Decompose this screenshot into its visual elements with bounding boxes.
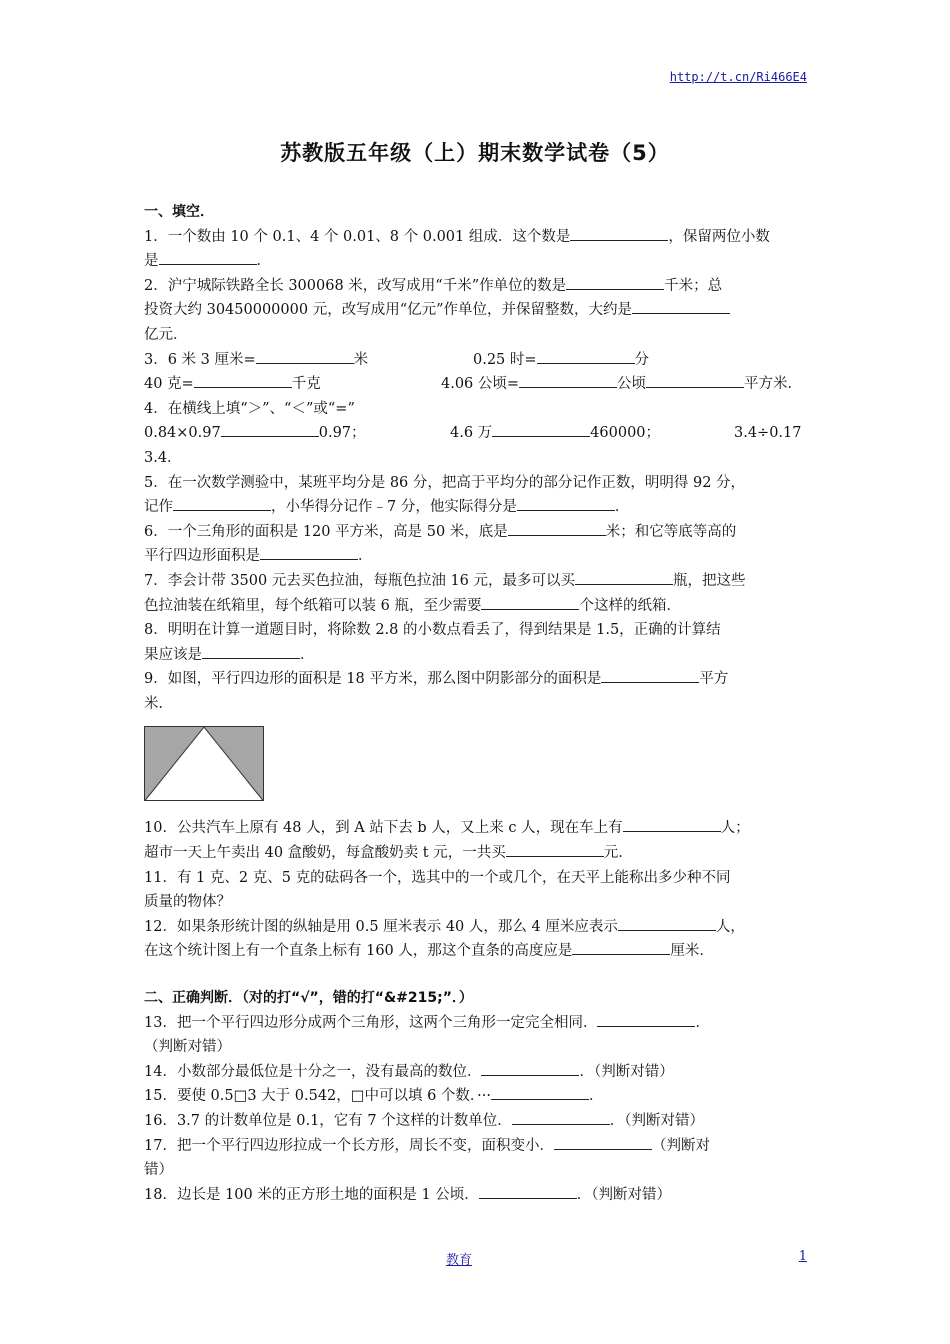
answer-blank[interactable] — [566, 274, 664, 290]
question-1: 1．一个数由 10 个 0.1、4 个 0.01、8 个 0.001 组成．这个数是 ，保留两位小数 是 ． — [144, 225, 810, 274]
question-8: 8．明明在计算一道题目时，将除数 2.8 的小数点看丢了，得到结果是 1.5，正确的计算结 果应该是 ． — [144, 622, 721, 663]
question-17: 17．把一个平行四边形拉成一个长方形，周长不变，面积变小． （判断对 错） — [144, 1134, 810, 1183]
question-12: 12．如果条形统计图的纵轴是用 0.5 厘米表示 40 人，那么 4 厘米应表示 人， 在这个统计图上有一个直条上标有 160 人，那这个直条的高度应是 厘米． — [144, 915, 810, 964]
answer-blank[interactable] — [623, 816, 721, 832]
answer-blank[interactable] — [481, 1060, 579, 1076]
answer-blank[interactable] — [575, 569, 673, 585]
question-15: 15．要使 0.5□3 大于 0.542，□中可以填 6 个数．··· ． — [144, 1084, 810, 1109]
answer-blank[interactable] — [481, 594, 579, 610]
answer-blank[interactable] — [646, 372, 744, 388]
question-14: 14．小数部分最低位是十分之一，没有最高的数位． ．（判断对错） — [144, 1060, 810, 1085]
answer-blank[interactable] — [491, 1084, 589, 1100]
question-5: 5．在一次数学测验中，某班平均分是 86 分，把高于平均分的部分记作正数，明明得 92 分， 记作 ，小华得分记作﹣7 分，他实际得分是 ． — [144, 474, 746, 516]
answer-blank[interactable] — [159, 249, 257, 265]
header-link[interactable]: http://t.cn/Ri466E4 — [669, 70, 807, 84]
question-3-line-1: 3．6 米 3 厘米= 米 0.25 时= 分 — [144, 348, 810, 373]
question-2: 2．沪宁城际铁路全长 300068 米，改写成用“千米”作单位的数是 千米；总 投资大约 30450000000 元，改写成用“亿元”作单位，并保留整数，大约是 亿元． — [144, 274, 810, 348]
answer-blank[interactable] — [519, 372, 617, 388]
question-4: 4．在横线上填“＞”、“＜”或“=” — [144, 400, 355, 417]
answer-blank[interactable] — [632, 298, 730, 314]
answer-blank[interactable] — [618, 915, 716, 931]
section-heading-judge: 二、正确判断．（对的打“√”，错的打“&#215;”．） — [144, 990, 473, 1007]
question-16: 16．3.7 的计数单位是 0.1，它有 7 个这样的计数单位． ．（判断对错） — [144, 1109, 810, 1134]
answer-blank[interactable] — [512, 1109, 610, 1125]
answer-blank[interactable] — [506, 841, 604, 857]
answer-blank[interactable] — [601, 667, 699, 683]
question-4-line-3: 3.4． — [144, 449, 182, 466]
answer-blank[interactable] — [597, 1011, 695, 1027]
question-6: 6．一个三角形的面积是 120 平方米，高是 50 米，底是 米；和它等底等高的 平行四边形面积是 ． — [144, 520, 810, 569]
exam-content — [144, 200, 810, 1207]
question-9: 9．如图，平行四边形的面积是 18 平方米，那么图中阴影部分的面积是 平方 米． — [144, 667, 810, 716]
answer-blank[interactable] — [173, 495, 271, 511]
answer-blank[interactable] — [194, 372, 292, 388]
question-4-line-2: 0.84×0.97 0.97； 4.6 万 460000； 3.4÷0.17 — [144, 421, 810, 446]
answer-blank[interactable] — [260, 544, 358, 560]
answer-blank[interactable] — [221, 421, 319, 437]
answer-blank[interactable] — [537, 348, 635, 364]
section-heading-fill: 一、填空． — [144, 204, 214, 220]
answer-blank[interactable] — [570, 225, 668, 241]
parallelogram-figure — [144, 726, 265, 802]
answer-blank[interactable] — [572, 939, 670, 955]
page-title: 苏教版五年级（上）期末数学试卷（5） — [280, 141, 670, 165]
question-7: 7．李会计带 3500 元去买色拉油，每瓶色拉油 16 元，最多可以买 瓶，把这些 色拉油装在纸箱里，每个纸箱可以装 6 瓶，至少需要 个这样的纸箱． — [144, 569, 810, 618]
footer-link[interactable]: 教育 — [446, 1253, 473, 1268]
question-18: 18．边长是 100 米的正方形土地的面积是 1 公顷． ．（判断对错） — [144, 1183, 810, 1208]
answer-blank[interactable] — [517, 495, 615, 511]
answer-blank[interactable] — [492, 421, 590, 437]
answer-blank[interactable] — [256, 348, 354, 364]
answer-blank[interactable] — [554, 1134, 652, 1150]
answer-blank[interactable] — [479, 1183, 577, 1199]
answer-blank[interactable] — [202, 643, 300, 659]
page-number: 1 — [798, 1249, 807, 1264]
question-11: 11．有 1 克、2 克、5 克的砝码各一个，选其中的一个或几个，在天平上能称出多少种不同 质量的物体？ — [144, 869, 731, 911]
question-10: 10．公共汽车上原有 48 人，到 A 站下去 b 人，又上来 c 人，现在车上有 人； 超市一天上午卖出 40 盒酸奶，每盒酸奶卖 t 元，一共买 元． — [144, 816, 810, 865]
question-3-line-2: 40 克= 千克 4.06 公顷= 公顷 平方米． — [144, 372, 810, 397]
question-13: 13．把一个平行四边形分成两个三角形，这两个三角形一定完全相同． ． （判断对错） — [144, 1011, 810, 1060]
answer-blank[interactable] — [508, 520, 606, 536]
